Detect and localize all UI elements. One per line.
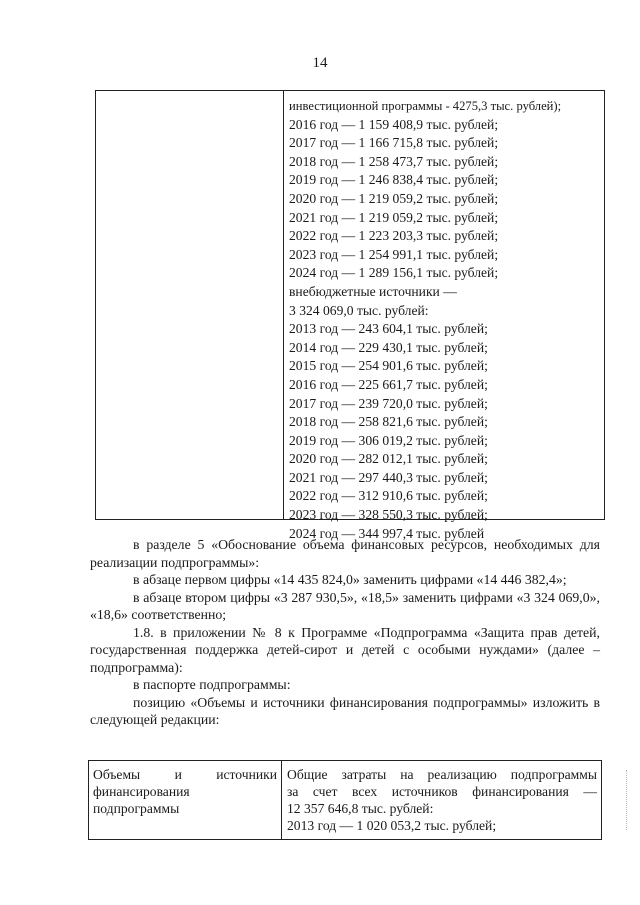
- table-column-divider: [283, 91, 284, 519]
- funding-line: 2020 год — 282 012,1 тыс. рублей;: [289, 451, 488, 467]
- funding-table-continuation: [95, 90, 605, 541]
- funding-line: 2014 год — 229 430,1 тыс. рублей;: [289, 339, 488, 355]
- funding-line: 2022 год — 312 910,6 тыс. рублей;: [289, 488, 488, 504]
- page-number: 14: [312, 55, 328, 71]
- funding-line: 2021 год — 297 440,3 тыс. рублей;: [289, 469, 488, 485]
- label-line: Объемы и источники: [93, 767, 277, 782]
- funding-line: 2023 год — 1 254 991,1 тыс. рублей;: [289, 246, 499, 262]
- funding-line: 2018 год — 1 258 473,7 тыс. рублей;: [289, 153, 499, 169]
- label-line: подпрограммы: [93, 801, 180, 816]
- funding-volume-table: [88, 760, 602, 840]
- funding-line: 2016 год — 1 159 408,9 тыс. рублей;: [289, 116, 499, 132]
- funding-line: 2015 год — 254 901,6 тыс. рублей;: [289, 358, 488, 374]
- funding-line: 2013 год — 243 604,1 тыс. рублей;: [289, 321, 488, 337]
- funding-line: внебюджетные источники —: [289, 283, 457, 299]
- funding-line: 2023 год — 328 550,3 тыс. рублей;: [289, 507, 488, 523]
- amendment-text: [90, 536, 600, 729]
- margin-stamp: [626, 770, 633, 830]
- funding-line: 2016 год — 225 661,7 тыс. рублей;: [289, 376, 488, 392]
- funding-line: 2018 год — 258 821,6 тыс. рублей;: [289, 414, 488, 430]
- funding-line: 2024 год — 1 289 156,1 тыс. рублей;: [289, 265, 499, 281]
- paragraph-second-abzats: в абзаце втором цифры «3 287 930,5», «18,5» заменить цифрами «3 324 069,0», «18,6» соответственно;: [90, 589, 600, 622]
- paragraph-appendix-8: 1.8. в приложении № 8 к Программе «Подпрограмма «Защита прав детей, государственная поддержка детей-сирот и детей с особыми нуждами» (далее – подпрограмма):: [90, 624, 600, 675]
- funding-line: инвестиционной программы - 4275,3 тыс. рублей);: [289, 99, 562, 113]
- funding-line: 2017 год — 239 720,0 тыс. рублей;: [289, 395, 488, 411]
- funding-line: 2017 год — 1 166 715,8 тыс. рублей;: [289, 135, 499, 151]
- funding-line: 2022 год — 1 223 203,3 тыс. рублей;: [289, 228, 499, 244]
- table-label-cell: [93, 766, 277, 817]
- funding-line: 2021 год — 1 219 059,2 тыс. рублей;: [289, 209, 499, 225]
- paragraph-position: позицию «Объемы и источники финансирования подпрограммы» изложить в следующей редакции:: [90, 694, 600, 727]
- value-line: 12 357 646,8 тыс. рублей:: [287, 801, 434, 816]
- funding-lines: [289, 97, 604, 543]
- funding-line: 2019 год — 306 019,2 тыс. рублей;: [289, 432, 488, 448]
- paragraph-passport: в паспорте подпрограммы:: [133, 677, 291, 692]
- table-value-cell: [287, 766, 597, 834]
- label-line: финансирования: [93, 784, 190, 799]
- paragraph-first-abzats: в абзаце первом цифры «14 435 824,0» заменить цифрами «14 446 382,4»;: [133, 572, 567, 587]
- funding-line: 2020 год — 1 219 059,2 тыс. рублей;: [289, 190, 499, 206]
- table-column-divider: [281, 761, 282, 839]
- value-line: Общие затраты на реализацию подпрограммы: [287, 767, 597, 782]
- value-line: за счет всех источников финансирования —: [287, 784, 597, 799]
- funding-line: 2019 год — 1 246 838,4 тыс. рублей;: [289, 172, 499, 188]
- paragraph-section-5: в разделе 5 «Обоснование объема финансовых ресурсов, необходимых для реализации подпрограммы»:: [90, 537, 600, 570]
- value-line: 2013 год — 1 020 053,2 тыс. рублей;: [287, 818, 497, 833]
- funding-line: 2024 год — 344 997,4 тыс. рублей: [289, 525, 485, 541]
- funding-line: 3 324 069,0 тыс. рублей:: [289, 302, 429, 318]
